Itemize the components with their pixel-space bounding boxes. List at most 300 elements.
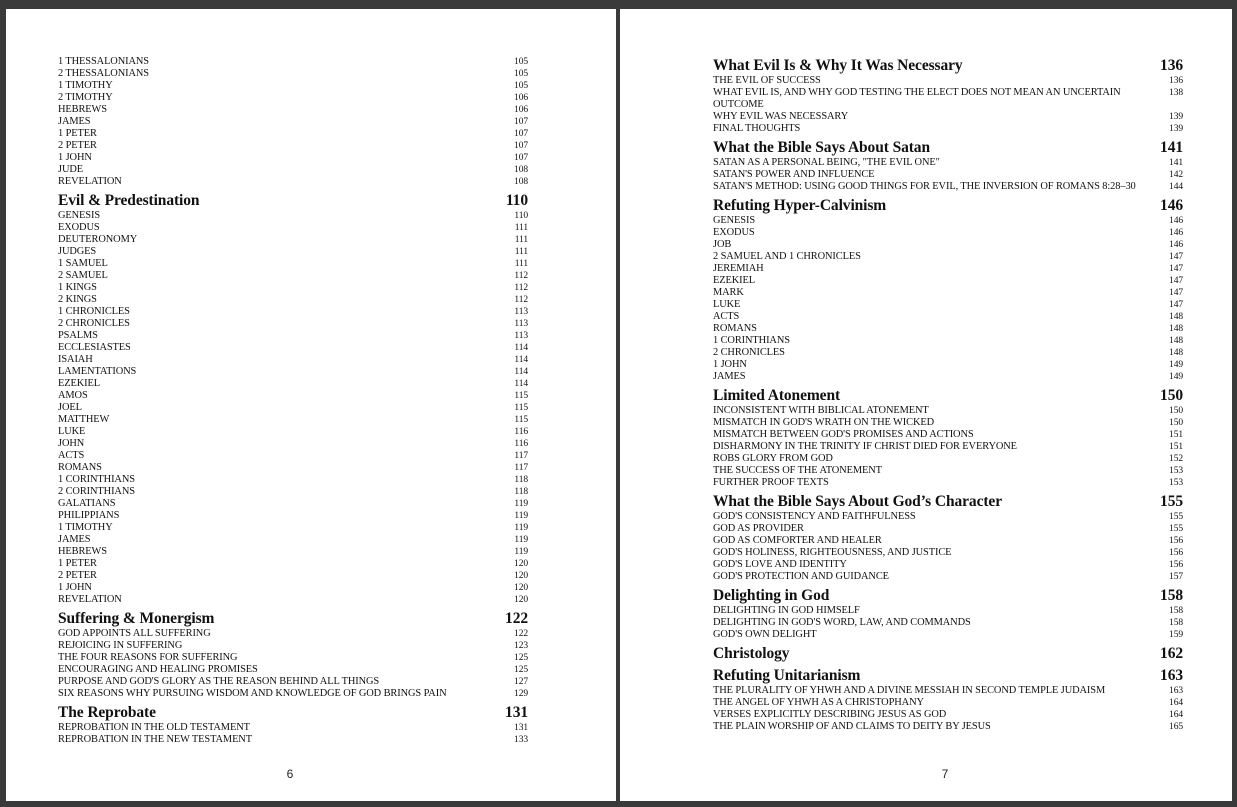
toc-entry[interactable] [58, 734, 528, 746]
toc-entry-label: EZEKIEL [713, 275, 755, 286]
toc-entry-label: 2 CORINTHIANS [58, 486, 135, 497]
toc-entry-label: REJOICING IN SUFFERING [58, 640, 183, 651]
toc-entry-page: 150 [1169, 406, 1183, 416]
toc-entry-page: 146 [1169, 216, 1183, 226]
toc-entry-page: 148 [1169, 336, 1183, 346]
toc-entry[interactable] [713, 477, 1183, 489]
toc-entry-label: SATAN AS A PERSONAL BEING, "THE EVIL ONE" [713, 157, 940, 168]
toc-section-heading[interactable] [713, 492, 1183, 511]
toc-entry[interactable] [58, 306, 528, 318]
toc-entry[interactable] [58, 128, 528, 140]
toc-entry-page: 139 [1169, 112, 1183, 122]
toc-entry-page: 146 [1169, 240, 1183, 250]
toc-entry-page: 108 [514, 177, 528, 187]
toc-sections-right [713, 56, 1183, 733]
toc-entry-label: JUDE [58, 164, 83, 175]
toc-section [58, 703, 528, 746]
toc-entry-label: MATTHEW [58, 414, 110, 425]
toc-entry[interactable] [58, 270, 528, 282]
toc-entry-page: 114 [514, 343, 528, 353]
toc-entry-label: PSALMS [58, 330, 98, 341]
toc-entry-label: SIX REASONS WHY PURSUING WISDOM AND KNOWLEDGE OF GOD BRINGS PAIN [58, 688, 447, 699]
toc-entry[interactable] [713, 239, 1183, 251]
toc-entry[interactable] [58, 450, 528, 462]
toc-section-page: 146 [1160, 197, 1183, 214]
toc-entry-label: WHAT EVIL IS, AND WHY GOD TESTING THE ELECT DOES NOT MEAN AN UNCERTAIN OUTCOME [713, 87, 1121, 110]
toc-entry-label: HEBREWS [58, 104, 107, 115]
toc-entry-label: 2 CHRONICLES [713, 347, 785, 358]
toc-entry-page: 120 [514, 583, 528, 593]
toc-entry-page: 122 [514, 629, 528, 639]
toc-section-heading[interactable] [713, 386, 1183, 405]
toc-entry-label: REVELATION [58, 176, 122, 187]
toc-entry[interactable] [713, 275, 1183, 287]
toc-entry-label: GOD'S CONSISTENCY AND FAITHFULNESS [713, 511, 916, 522]
toc-entry-page: 144 [1169, 182, 1183, 192]
toc-entry-page: 119 [514, 547, 528, 557]
toc-section [713, 586, 1183, 641]
toc-entry[interactable] [58, 176, 528, 188]
toc-entry[interactable] [58, 558, 528, 570]
toc-entry[interactable] [58, 366, 528, 378]
toc-entry[interactable] [713, 709, 1183, 721]
toc-entry[interactable] [58, 676, 528, 688]
toc-section [713, 386, 1183, 489]
toc-entry-label: GOD APPOINTS ALL SUFFERING [58, 628, 211, 639]
toc-entry-label: 1 SAMUEL [58, 258, 108, 269]
toc-entry-page: 115 [514, 391, 528, 401]
toc-entry[interactable] [58, 414, 528, 426]
toc-entry-page: 107 [514, 141, 528, 151]
toc-entry[interactable] [58, 722, 528, 734]
toc-entry[interactable] [58, 294, 528, 306]
toc-entry[interactable] [58, 546, 528, 558]
toc-entry-label: ROBS GLORY FROM GOD [713, 453, 833, 464]
toc-entry[interactable] [713, 721, 1183, 733]
toc-section-page: 110 [505, 192, 528, 209]
toc-entry-page: 138 [1169, 88, 1183, 98]
toc-entry-page: 156 [1169, 548, 1183, 558]
toc-entry[interactable] [713, 605, 1183, 617]
toc-entry-page: 120 [514, 571, 528, 581]
toc-section-page: 122 [505, 610, 528, 627]
toc-entry-page: 164 [1169, 698, 1183, 708]
toc-entry-label: 1 TIMOTHY [58, 80, 113, 91]
toc-entry[interactable] [713, 169, 1183, 181]
toc-entry-page: 118 [514, 487, 528, 497]
toc-entry-page: 110 [514, 211, 528, 221]
toc-entry-label: ACTS [713, 311, 740, 322]
toc-entry-page: 147 [1169, 300, 1183, 310]
toc-section-title: What Evil Is & Why It Was Necessary [713, 57, 963, 74]
toc-entry-page: 127 [514, 677, 528, 687]
toc-entry[interactable] [58, 282, 528, 294]
toc-entry-page: 106 [514, 105, 528, 115]
toc-entry-label: HEBREWS [58, 546, 107, 557]
toc-entry-label: AMOS [58, 390, 88, 401]
toc-entry[interactable] [713, 359, 1183, 371]
toc-entry-label: JOHN [58, 438, 85, 449]
toc-entry-page: 111 [514, 223, 528, 233]
toc-entry-label: GOD AS COMFORTER AND HEALER [713, 535, 882, 546]
toc-section-heading[interactable] [58, 703, 528, 722]
toc-entry[interactable] [58, 234, 528, 246]
toc-entry-page: 164 [1169, 710, 1183, 720]
toc-entry-page: 158 [1169, 618, 1183, 628]
toc-section-heading[interactable] [713, 666, 1183, 685]
toc-entry-label: 2 PETER [58, 140, 97, 151]
toc-entry[interactable] [58, 92, 528, 104]
toc-entry-label: THE PLURALITY OF YHWH AND A DIVINE MESSIAH IN SECOND TEMPLE JUDAISM [713, 685, 1106, 696]
toc-entry-page: 119 [514, 535, 528, 545]
toc-section-page: 136 [1160, 57, 1183, 74]
toc-entry[interactable] [713, 287, 1183, 299]
toc-entry-page: 117 [514, 463, 528, 473]
toc-section-title: Suffering & Monergism [58, 610, 215, 627]
toc-entry[interactable] [713, 523, 1183, 535]
toc-entry-page: 136 [1169, 76, 1183, 86]
toc-entry[interactable] [713, 453, 1183, 465]
toc-entry[interactable] [58, 378, 528, 390]
toc-entry[interactable] [713, 299, 1183, 311]
toc-entry[interactable] [713, 311, 1183, 323]
toc-entry[interactable] [713, 617, 1183, 629]
toc-entry-label: DELIGHTING IN GOD HIMSELF [713, 605, 860, 616]
toc-entry-page: 118 [514, 475, 528, 485]
toc-section [58, 609, 528, 700]
toc-entry[interactable] [58, 140, 528, 152]
toc-entry-label: 2 THESSALONIANS [58, 68, 149, 79]
toc-entry[interactable] [58, 164, 528, 176]
toc-entry[interactable] [58, 210, 528, 222]
toc-entry-label: REPROBATION IN THE NEW TESTAMENT [58, 734, 252, 745]
toc-entry-label: 2 CHRONICLES [58, 318, 130, 329]
toc-section-page: 155 [1160, 493, 1183, 510]
toc-entry-page: 151 [1169, 442, 1183, 452]
toc-entry-page: 152 [1169, 454, 1183, 464]
toc-entry-label: GENESIS [58, 210, 101, 221]
toc-section [713, 196, 1183, 383]
toc-entry-page: 155 [1169, 512, 1183, 522]
toc-entry-label: 1 JOHN [58, 582, 92, 593]
toc-entry[interactable] [713, 323, 1183, 335]
toc-entry-label: 1 THESSALONIANS [58, 56, 149, 67]
toc-entry-label: THE SUCCESS OF THE ATONEMENT [713, 465, 882, 476]
toc-entry[interactable] [58, 330, 528, 342]
toc-section-title: Refuting Unitarianism [713, 667, 861, 684]
toc-entry[interactable] [713, 181, 1183, 193]
toc-entry-label: 1 CORINTHIANS [58, 474, 135, 485]
toc-entry[interactable] [713, 535, 1183, 547]
toc-entry-page: 139 [1169, 124, 1183, 134]
toc-entry-label: GOD'S PROTECTION AND GUIDANCE [713, 571, 889, 582]
toc-entry-page: 155 [1169, 524, 1183, 534]
toc-section-page: 141 [1160, 139, 1183, 156]
toc-entry-page: 107 [514, 129, 528, 139]
toc-entry[interactable] [58, 688, 528, 700]
toc-entry-label: EXODUS [58, 222, 100, 233]
toc-entry-label: INCONSISTENT WITH BIBLICAL ATONEMENT [713, 405, 929, 416]
toc-entry-page: 106 [514, 93, 528, 103]
toc-entry-page: 148 [1169, 312, 1183, 322]
toc-entry-label: PHILIPPIANS [58, 510, 120, 521]
toc-entry-label: 1 CHRONICLES [58, 306, 130, 317]
toc-entry-label: WHY EVIL WAS NECESSARY [713, 111, 849, 122]
toc-entry[interactable] [58, 522, 528, 534]
toc-entry[interactable] [58, 68, 528, 80]
toc-entry-label: ACTS [58, 450, 85, 461]
toc-section [713, 666, 1183, 733]
toc-entry-label: GOD AS PROVIDER [713, 523, 804, 534]
toc-entry[interactable] [713, 75, 1183, 87]
toc-entry-page: 147 [1169, 252, 1183, 262]
toc-entry-label: ISAIAH [58, 354, 93, 365]
toc-section [713, 138, 1183, 193]
toc-section [58, 191, 528, 606]
toc-entry-label: REPROBATION IN THE OLD TESTAMENT [58, 722, 250, 733]
toc-entry[interactable] [713, 263, 1183, 275]
toc-entry-label: VERSES EXPLICITLY DESCRIBING JESUS AS GOD [713, 709, 947, 720]
toc-entry[interactable] [58, 664, 528, 676]
toc-entry-page: 148 [1169, 348, 1183, 358]
toc-entry-page: 114 [514, 379, 528, 389]
toc-section-heading[interactable] [58, 191, 528, 210]
toc-entry-page: 117 [514, 451, 528, 461]
toc-section-title: Christology [713, 645, 790, 662]
toc-entry-label: ENCOURAGING AND HEALING PROMISES [58, 664, 258, 675]
toc-entry[interactable] [713, 215, 1183, 227]
toc-entry[interactable] [58, 640, 528, 652]
toc-entry[interactable] [58, 462, 528, 474]
toc-entry-page: 120 [514, 595, 528, 605]
toc-entry-page: 157 [1169, 572, 1183, 582]
toc-entry-page: 129 [514, 689, 528, 699]
toc-entry[interactable] [58, 318, 528, 330]
toc-entry-label: SATAN'S POWER AND INFLUENCE [713, 169, 875, 180]
toc-entry-label: 2 SAMUEL AND 1 CHRONICLES [713, 251, 861, 262]
toc-entry-page: 114 [514, 355, 528, 365]
toc-entry-label: THE PLAIN WORSHIP OF AND CLAIMS TO DEITY BY JESUS [713, 721, 991, 732]
toc-entry[interactable] [58, 104, 528, 116]
toc-entry-label: 2 TIMOTHY [58, 92, 113, 103]
toc-entry-page: 147 [1169, 276, 1183, 286]
toc-entry-page: 125 [514, 665, 528, 675]
toc-entry-page: 131 [514, 723, 528, 733]
toc-entry-label: JAMES [58, 116, 91, 127]
toc-entry-label: GOD'S HOLINESS, RIGHTEOUSNESS, AND JUSTICE [713, 547, 952, 558]
toc-entry-page: 153 [1169, 478, 1183, 488]
toc-entry[interactable] [713, 417, 1183, 429]
toc-entry-label: LUKE [58, 426, 86, 437]
toc-entry-label: REVELATION [58, 594, 122, 605]
toc-entry[interactable] [713, 429, 1183, 441]
toc-entry-label: DELIGHTING IN GOD'S WORD, LAW, AND COMMANDS [713, 617, 971, 628]
toc-entry-page: 120 [514, 559, 528, 569]
toc-sections-left [58, 191, 528, 746]
right-page [620, 9, 1232, 801]
toc-entry-page: 116 [514, 439, 528, 449]
toc-entry-page: 133 [514, 735, 528, 745]
toc-entry-page: 146 [1169, 228, 1183, 238]
toc-entry[interactable] [713, 697, 1183, 709]
toc-entry-label: 1 CORINTHIANS [713, 335, 790, 346]
toc-section-page: 150 [1160, 387, 1183, 404]
toc-entry-label: GOD'S OWN DELIGHT [713, 629, 817, 640]
toc-entry-page: 115 [514, 415, 528, 425]
toc-entry[interactable] [713, 335, 1183, 347]
toc-entry[interactable] [58, 402, 528, 414]
toc-entry-page: 113 [514, 307, 528, 317]
toc-entry-page: 105 [514, 81, 528, 91]
toc-entry[interactable] [58, 80, 528, 92]
toc-entry[interactable] [58, 342, 528, 354]
toc-entry-page: 111 [514, 259, 528, 269]
toc-entry-label: THE FOUR REASONS FOR SUFFERING [58, 652, 238, 663]
toc-entry-label: PURPOSE AND GOD'S GLORY AS THE REASON BEHIND ALL THINGS [58, 676, 380, 687]
toc-entry-label: 1 PETER [58, 128, 97, 139]
toc-entry[interactable] [713, 629, 1183, 641]
toc-entry-page: 123 [514, 641, 528, 651]
toc-entry[interactable] [58, 390, 528, 402]
toc-section-page: 158 [1160, 587, 1183, 604]
page-number: 6 [286, 767, 294, 781]
toc-entry[interactable] [713, 685, 1183, 697]
toc-entry-page: 153 [1169, 466, 1183, 476]
toc-entry-label: DEUTERONOMY [58, 234, 138, 245]
toc-entry-label: EZEKIEL [58, 378, 100, 389]
toc-entry-label: JOB [713, 239, 732, 250]
toc-entry-label: THE ANGEL OF YHWH AS A CHRISTOPHANY [713, 697, 924, 708]
toc-section [713, 644, 1183, 663]
toc-entry-label: 1 TIMOTHY [58, 522, 113, 533]
toc-entry-label: MARK [713, 287, 744, 298]
toc-entry-page: 113 [514, 319, 528, 329]
toc-section-title: What the Bible Says About God’s Character [713, 493, 1002, 510]
toc-left [58, 56, 528, 746]
toc-entry-label: 2 PETER [58, 570, 97, 581]
toc-entry-label: JOEL [58, 402, 82, 413]
toc-entry-label: MISMATCH IN GOD'S WRATH ON THE WICKED [713, 417, 934, 428]
toc-entry-label: GENESIS [713, 215, 756, 226]
toc-entry[interactable] [58, 222, 528, 234]
toc-entry-label: FURTHER PROOF TEXTS [713, 477, 829, 488]
toc-section-heading[interactable] [713, 196, 1183, 215]
toc-entry-label: GOD'S LOVE AND IDENTITY [713, 559, 847, 570]
toc-entry[interactable] [58, 486, 528, 498]
toc-entry[interactable] [713, 547, 1183, 559]
toc-carryover [58, 56, 528, 188]
toc-entry[interactable] [58, 534, 528, 546]
toc-section-page: 163 [1160, 667, 1183, 684]
toc-entry[interactable] [713, 87, 1183, 111]
toc-entry[interactable] [58, 498, 528, 510]
toc-entry[interactable] [58, 354, 528, 366]
toc-entry-page: 163 [1169, 686, 1183, 696]
toc-section [713, 56, 1183, 135]
toc-entry[interactable] [58, 582, 528, 594]
toc-entry[interactable] [58, 246, 528, 258]
toc-entry-page: 112 [514, 271, 528, 281]
toc-entry-page: 147 [1169, 288, 1183, 298]
toc-entry[interactable] [58, 426, 528, 438]
toc-entry[interactable] [713, 559, 1183, 571]
toc-entry[interactable] [58, 258, 528, 270]
toc-entry-label: JAMES [58, 534, 91, 545]
toc-entry-page: 111 [514, 235, 528, 245]
toc-entry-page: 141 [1169, 158, 1183, 168]
toc-section-heading[interactable] [713, 56, 1183, 75]
toc-entry[interactable] [713, 347, 1183, 359]
toc-section-heading[interactable] [713, 586, 1183, 605]
toc-entry-page: 105 [514, 57, 528, 67]
toc-right [713, 56, 1183, 733]
toc-section-heading[interactable] [713, 644, 1183, 663]
toc-entry[interactable] [58, 510, 528, 522]
toc-entry-label: MISMATCH BETWEEN GOD'S PROMISES AND ACTIONS [713, 429, 974, 440]
toc-entry[interactable] [713, 511, 1183, 523]
toc-entry[interactable] [58, 474, 528, 486]
toc-entry-label: ECCLESIASTES [58, 342, 131, 353]
toc-entry[interactable] [58, 652, 528, 664]
toc-entry-page: 149 [1169, 372, 1183, 382]
toc-entry[interactable] [58, 570, 528, 582]
toc-entry[interactable] [713, 465, 1183, 477]
toc-entry-page: 156 [1169, 536, 1183, 546]
toc-entry[interactable] [713, 441, 1183, 453]
toc-entry-page: 165 [1169, 722, 1183, 732]
toc-entry[interactable] [713, 123, 1183, 135]
toc-entry-label: 1 PETER [58, 558, 97, 569]
toc-section-title: What the Bible Says About Satan [713, 139, 930, 156]
toc-entry-page: 142 [1169, 170, 1183, 180]
toc-entry-label: 1 JOHN [713, 359, 747, 370]
toc-entry-page: 125 [514, 653, 528, 663]
toc-entry[interactable] [58, 628, 528, 640]
toc-entry-page: 159 [1169, 630, 1183, 640]
toc-entry-page: 119 [514, 511, 528, 521]
toc-entry[interactable] [713, 227, 1183, 239]
toc-entry-page: 113 [514, 331, 528, 341]
toc-entry-label: DISHARMONY IN THE TRINITY IF CHRIST DIED FOR EVERYONE [713, 441, 1017, 452]
toc-entry-page: 107 [514, 153, 528, 163]
toc-entry-page: 150 [1169, 418, 1183, 428]
toc-entry[interactable] [58, 594, 528, 606]
toc-entry[interactable] [713, 251, 1183, 263]
toc-entry-label: LAMENTATIONS [58, 366, 137, 377]
toc-entry[interactable] [713, 111, 1183, 123]
toc-entry[interactable] [713, 405, 1183, 417]
toc-entry-page: 119 [514, 523, 528, 533]
toc-entry-label: SATAN'S METHOD: USING GOOD THINGS FOR EVIL, THE INVERSION OF ROMANS 8:28–30 [713, 181, 1136, 192]
toc-entry[interactable] [58, 152, 528, 164]
toc-section-heading[interactable] [713, 138, 1183, 157]
toc-section-title: Refuting Hyper-Calvinism [713, 197, 887, 214]
toc-entry-label: ROMANS [58, 462, 102, 473]
toc-entry[interactable] [58, 438, 528, 450]
toc-section-heading[interactable] [58, 609, 528, 628]
toc-entry-label: ROMANS [713, 323, 757, 334]
toc-entry[interactable] [58, 116, 528, 128]
toc-entry[interactable] [713, 571, 1183, 583]
toc-entry-label: JAMES [713, 371, 746, 382]
toc-entry[interactable] [713, 371, 1183, 383]
toc-entry-label: 2 KINGS [58, 294, 97, 305]
toc-section [713, 492, 1183, 583]
toc-entry[interactable] [713, 157, 1183, 169]
toc-entry-label: 2 SAMUEL [58, 270, 108, 281]
toc-section-page: 131 [505, 704, 528, 721]
toc-entry[interactable] [58, 56, 528, 68]
